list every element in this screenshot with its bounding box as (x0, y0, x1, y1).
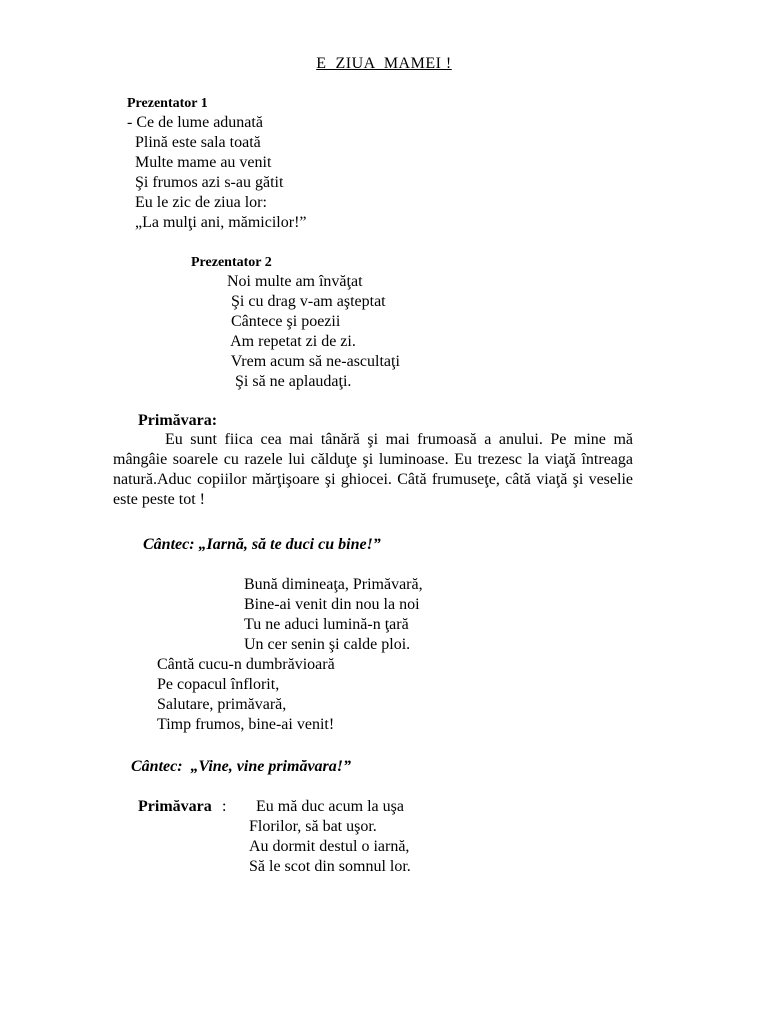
presenter1-label: Prezentator 1 (127, 96, 208, 111)
page-title: E ZIUA MAMEI ! (316, 55, 452, 72)
presenter2-label: Prezentator 2 (191, 255, 272, 270)
presenter1-line: „La mulţi ani, mămicilor!” (127, 214, 307, 231)
presenter2-line: Cântece şi poezii (227, 313, 341, 330)
song-verse-line: Timp frumos, bine-ai venit! (157, 716, 335, 733)
song-verse-line: Salutare, primăvară, (157, 696, 287, 713)
song-verse-line: Bună dimineaţa, Primăvară, (244, 576, 423, 593)
primavara-label-colon: : (222, 798, 227, 815)
song-verse-line: Cântă cucu-n dumbrăvioară (157, 656, 335, 673)
primavara-label: Primăvara (138, 798, 212, 815)
primavara-line: Eu mă duc acum la uşa (256, 798, 404, 815)
primavara-label: Primăvara: (138, 412, 218, 429)
presenter2-line: Am repetat zi de zi. (227, 333, 356, 350)
presenter1-line: Plină este sala toată (127, 134, 261, 151)
song-title: Cântec: „Iarnă, să te duci cu bine!” (143, 536, 381, 553)
song-verse-line: Bine-ai venit din nou la noi (244, 596, 420, 613)
song-verse-line: Tu ne aduci lumină-n ţară (244, 616, 409, 633)
primavara-line: Să le scot din somnul lor. (249, 858, 411, 875)
song-verse-line: Un cer senin şi calde ploi. (244, 636, 411, 653)
song-title: Cântec: „Vine, vine primăvara!” (131, 758, 351, 775)
presenter1-line: Eu le zic de ziua lor: (127, 194, 267, 211)
presenter2-line: Şi să ne aplaudaţi. (227, 373, 352, 390)
presenter2-line: Noi multe am învăţat (227, 273, 363, 290)
presenter1-line: Multe mame au venit (127, 154, 272, 171)
presenter2-line: Vrem acum să ne-ascultaţi (227, 353, 400, 370)
presenter1-line: Şi frumos azi s-au gătit (127, 174, 284, 191)
song-verse-line: Pe copacul înflorit, (157, 676, 280, 693)
presenter2-line: Şi cu drag v-am aşteptat (227, 293, 386, 310)
primavara-line: Florilor, să bat uşor. (249, 818, 377, 835)
primavara-line: Au dormit destul o iarnă, (249, 838, 410, 855)
primavara-paragraph: Eu sunt fiica cea mai tânără şi mai frumoasă a anului. Pe mine mă mângâie soarele cu razele lui călduţe şi luminoase. Eu trezesc la viaţă întreaga natură.Aduc copiilor mărţişoare şi ghiocei. Câtă frumuseţe, câtă viaţă şi veselie este peste tot ! (113, 431, 633, 508)
presenter1-line: - Ce de lume adunată (127, 114, 263, 131)
